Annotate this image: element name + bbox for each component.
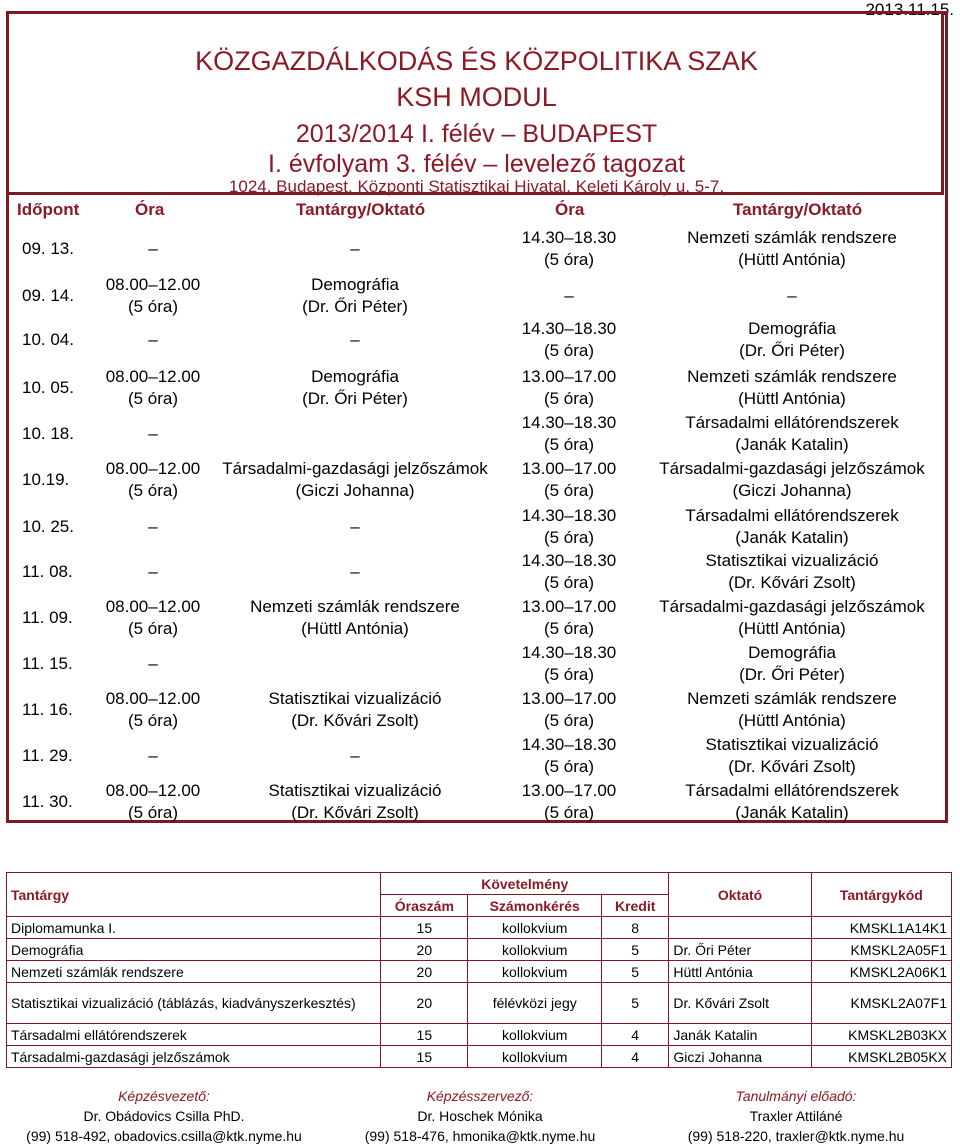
subject-1: Statisztikai vizualizáció	[268, 689, 442, 708]
footer-name: Dr. Obádovics Csilla PhD.	[83, 1108, 245, 1124]
hours-2: (5 óra)	[543, 481, 595, 500]
schedule-date: 10. 25.	[22, 517, 74, 536]
subject-2: Társadalmi-gazdasági jelzőszámok	[659, 597, 925, 616]
hours-2: (5 óra)	[543, 757, 595, 776]
subject-2: Társadalmi ellátórendszerek	[685, 781, 899, 800]
time-slot-1: 08.00–12.00	[105, 275, 201, 294]
course-teacher	[669, 917, 811, 939]
course-hours: 20	[381, 939, 468, 961]
course-exam: félévközi jegy	[468, 983, 602, 1024]
course-name: Nemzeti számlák rendszere	[7, 961, 381, 983]
footer-name: Dr. Hoschek Mónika	[417, 1108, 543, 1124]
footer-contact: (99) 518-492, obadovics.csilla@ktk.nyme.hu	[26, 1128, 302, 1144]
course-credit: 8	[602, 917, 669, 939]
hours-1: (5 óra)	[127, 803, 179, 822]
course-hours: 15	[381, 1024, 468, 1046]
col-oktato: Oktató	[669, 873, 811, 917]
schedule-date: 11. 30.	[22, 792, 73, 811]
teacher-2: (Janák Katalin)	[735, 435, 849, 454]
subject-2: Nemzeti számlák rendszere	[687, 689, 897, 708]
schedule-date: 11. 09.	[22, 608, 73, 627]
header-tantargy-1: Tantárgy/Oktató	[296, 200, 426, 219]
teacher-1: (Dr. Kővári Zsolt)	[291, 803, 419, 822]
teacher-2: (Hüttl Antónia)	[738, 250, 846, 269]
col-kovetelmeny: Követelmény	[381, 873, 669, 895]
teacher-2: (Dr. Kővári Zsolt)	[728, 757, 856, 776]
course-row	[7, 961, 952, 983]
time-slot-1: 08.00–12.00	[105, 689, 201, 708]
time-slot-1: 08.00–12.00	[105, 597, 201, 616]
course-exam: kollokvium	[468, 1046, 602, 1068]
time-slot-2: 13.00–17.00	[521, 689, 617, 708]
title-line-3: 2013/2014 I. félév – BUDAPEST	[295, 120, 658, 148]
time-slot-2: 13.00–17.00	[521, 367, 617, 386]
teacher-1: (Dr. Őri Péter)	[302, 297, 408, 316]
teacher-2: (Dr. Őri Péter)	[739, 665, 845, 684]
teacher-2: (Giczi Johanna)	[732, 481, 852, 500]
teacher-2: (Hüttl Antónia)	[738, 389, 846, 408]
col-kredit: Kredit	[602, 895, 669, 917]
subject-2: Statisztikai vizualizáció	[705, 735, 879, 754]
course-hours: 15	[381, 1046, 468, 1068]
course-code: KMSKL2A06K1	[811, 961, 951, 983]
footer-role: Tanulmányi előadó:	[735, 1088, 857, 1104]
time-slot-2: 14.30–18.30	[521, 551, 617, 570]
header-ora-1: Óra	[135, 200, 165, 219]
footer-role: Képzésvezető:	[118, 1088, 210, 1104]
col-szamonkeres: Számonkérés	[468, 895, 602, 917]
header-idopont: Időpont	[17, 200, 80, 219]
course-hours: 20	[381, 961, 468, 983]
col-oraszam: Óraszám	[381, 895, 468, 917]
course-hours: 15	[381, 917, 468, 939]
footer-kepzesvezeto	[6, 1086, 322, 1146]
course-code: KMSKL2A05F1	[811, 939, 951, 961]
footer-tanulmanyi-eloado	[638, 1086, 954, 1146]
hours-2: (5 óra)	[543, 341, 595, 360]
subject-1: Demográfia	[311, 367, 399, 386]
course-exam: kollokvium	[468, 1024, 602, 1046]
footer-contact: (99) 518-220, traxler@ktk.nyme.hu	[687, 1128, 905, 1144]
course-teacher: Hüttl Antónia	[669, 961, 811, 983]
hours-2: (5 óra)	[543, 711, 595, 730]
time-slot-1: 08.00–12.00	[105, 367, 201, 386]
course-teacher: Dr. Kővári Zsolt	[669, 983, 811, 1024]
hours-1: (5 óra)	[127, 297, 179, 316]
hours-1: (5 óra)	[127, 389, 179, 408]
teacher-2: (Dr. Őri Péter)	[739, 341, 845, 360]
course-teacher: Dr. Őri Péter	[669, 939, 811, 961]
title-box	[9, 14, 944, 195]
time-slot-2: 13.00–17.00	[521, 597, 617, 616]
time-slot-1: –	[148, 654, 158, 673]
hours-2: (5 óra)	[543, 528, 595, 547]
footer-role: Képzésszervező:	[426, 1088, 534, 1104]
subject-2: –	[787, 286, 797, 305]
subject-2: Nemzeti számlák rendszere	[687, 367, 897, 386]
time-slot-2: –	[564, 286, 574, 305]
course-exam: kollokvium	[468, 939, 602, 961]
subject-1: –	[350, 517, 360, 536]
title-line-4: I. évfolyam 3. félév – levelező tagozat	[268, 150, 685, 178]
time-slot-2: 14.30–18.30	[521, 643, 617, 662]
time-slot-2: 13.00–17.00	[521, 459, 617, 478]
time-slot-2: 14.30–18.30	[521, 506, 617, 525]
schedule-date: 10. 05.	[22, 378, 74, 397]
document-date: 2013.11.15.	[865, 0, 954, 19]
col-tantargy: Tantárgy	[7, 873, 381, 917]
course-exam: kollokvium	[468, 961, 602, 983]
course-code: KMSKL2B05KX	[811, 1046, 951, 1068]
subject-2: Nemzeti számlák rendszere	[687, 228, 897, 247]
teacher-2: (Dr. Kővári Zsolt)	[728, 573, 856, 592]
time-slot-2: 14.30–18.30	[521, 413, 617, 432]
course-name: Társadalmi ellátórendszerek	[7, 1024, 381, 1046]
hours-2: (5 óra)	[543, 803, 595, 822]
header-ora-2: Óra	[555, 200, 585, 219]
teacher-2: (Janák Katalin)	[735, 803, 849, 822]
subject-1: Nemzeti számlák rendszere	[250, 597, 460, 616]
course-credit: 4	[602, 1024, 669, 1046]
schedule-date: 10.19.	[22, 470, 70, 489]
hours-1: (5 óra)	[127, 481, 179, 500]
schedule-date: 11. 16.	[22, 700, 73, 719]
course-name: Társadalmi-gazdasági jelzőszámok	[7, 1046, 381, 1068]
footer-kepzesszervezo	[322, 1086, 638, 1146]
schedule-date: 09. 13.	[22, 239, 74, 258]
course-credit: 4	[602, 1046, 669, 1068]
course-row	[7, 1046, 952, 1068]
schedule-date: 10. 18.	[22, 424, 74, 443]
hours-1: (5 óra)	[127, 711, 179, 730]
title-line-5: 1024, Budapest, Központi Statisztikai Hivatal, Keleti Károly u. 5-7.	[228, 177, 725, 196]
time-slot-1: 08.00–12.00	[105, 459, 201, 478]
time-slot-1: –	[148, 562, 158, 581]
course-name: Demográfia	[7, 939, 381, 961]
hours-2: (5 óra)	[543, 389, 595, 408]
course-code: KMSKL2A07F1	[811, 983, 951, 1024]
time-slot-1: –	[148, 746, 158, 765]
header-tantargy-2: Tantárgy/Oktató	[733, 200, 863, 219]
subject-1: Társadalmi-gazdasági jelzőszámok	[222, 459, 488, 478]
schedule-date: 11. 29.	[22, 746, 73, 765]
teacher-1: (Giczi Johanna)	[295, 481, 415, 500]
subject-1: –	[350, 746, 360, 765]
course-credit: 5	[602, 939, 669, 961]
subject-1: Demográfia	[311, 275, 399, 294]
schedule-date: 10. 04.	[22, 330, 74, 349]
time-slot-1: –	[148, 239, 158, 258]
hours-2: (5 óra)	[543, 619, 595, 638]
footer-name: Traxler Attiláné	[749, 1108, 843, 1124]
hours-2: (5 óra)	[543, 665, 595, 684]
time-slot-2: 14.30–18.30	[521, 735, 617, 754]
course-row	[7, 939, 952, 961]
footer-contact: (99) 518-476, hmonika@ktk.nyme.hu	[364, 1128, 596, 1144]
subject-2: Társadalmi ellátórendszerek	[685, 413, 899, 432]
teacher-1: (Dr. Őri Péter)	[302, 389, 408, 408]
course-row	[7, 917, 952, 939]
hours-2: (5 óra)	[543, 435, 595, 454]
subject-1: –	[350, 562, 360, 581]
course-row	[7, 983, 952, 1024]
course-code: KMSKL1A14K1	[811, 917, 951, 939]
courses-header-row	[7, 873, 952, 895]
time-slot-1: –	[148, 424, 158, 443]
teacher-2: (Janák Katalin)	[735, 528, 849, 547]
col-kod: Tantárgykód	[811, 873, 951, 917]
course-credit: 5	[602, 983, 669, 1024]
hours-2: (5 óra)	[543, 250, 595, 269]
time-slot-1: –	[148, 330, 158, 349]
subject-2: Társadalmi ellátórendszerek	[685, 506, 899, 525]
courses-body	[7, 917, 952, 1068]
subject-2: Demográfia	[748, 319, 836, 338]
subject-1: –	[350, 330, 360, 349]
teacher-1: (Hüttl Antónia)	[301, 619, 409, 638]
schedule-date: 11. 15.	[22, 654, 73, 673]
subject-2: Demográfia	[748, 643, 836, 662]
schedule-date: 09. 14.	[22, 286, 74, 305]
time-slot-2: 14.30–18.30	[521, 228, 617, 247]
course-name: Statisztikai vizualizáció (táblázás, kiadványszerkesztés)	[7, 983, 381, 1024]
courses-table	[6, 872, 952, 1068]
subject-1: –	[350, 239, 360, 258]
course-row	[7, 1024, 952, 1046]
subject-2: Statisztikai vizualizáció	[705, 551, 879, 570]
course-teacher: Janák Katalin	[669, 1024, 811, 1046]
time-slot-2: 14.30–18.30	[521, 319, 617, 338]
title-line-1: KÖZGAZDÁLKODÁS ÉS KÖZPOLITIKA SZAK	[195, 46, 758, 76]
course-hours: 20	[381, 983, 468, 1024]
course-exam: kollokvium	[468, 917, 602, 939]
hours-2: (5 óra)	[543, 573, 595, 592]
teacher-2: (Hüttl Antónia)	[738, 619, 846, 638]
teacher-2: (Hüttl Antónia)	[738, 711, 846, 730]
time-slot-1: –	[148, 517, 158, 536]
time-slot-1: 08.00–12.00	[105, 781, 201, 800]
hours-1: (5 óra)	[127, 619, 179, 638]
subject-2: Társadalmi-gazdasági jelzőszámok	[659, 459, 925, 478]
subject-1: Statisztikai vizualizáció	[268, 781, 442, 800]
course-teacher: Giczi Johanna	[669, 1046, 811, 1068]
teacher-1: (Dr. Kővári Zsolt)	[291, 711, 419, 730]
course-name: Diplomamunka I.	[7, 917, 381, 939]
course-credit: 5	[602, 961, 669, 983]
title-line-2: KSH MODUL	[396, 82, 557, 112]
time-slot-2: 13.00–17.00	[521, 781, 617, 800]
course-code: KMSKL2B03KX	[811, 1024, 951, 1046]
schedule-date: 11. 08.	[22, 562, 73, 581]
